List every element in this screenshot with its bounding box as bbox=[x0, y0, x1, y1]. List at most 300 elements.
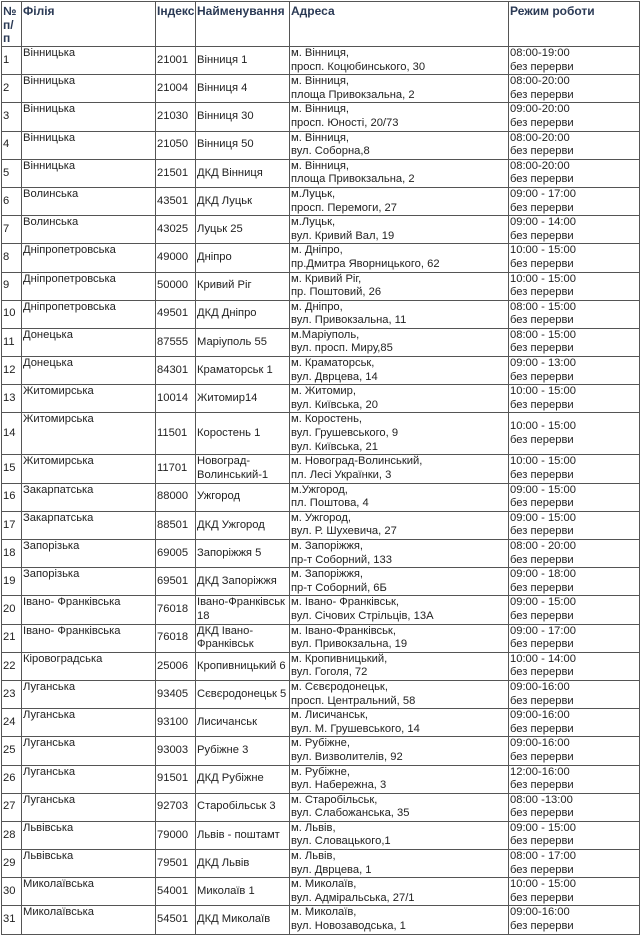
row-name: Запоріжжя 5 bbox=[196, 540, 290, 568]
row-name: Луцьк 25 bbox=[196, 216, 290, 244]
row-index: 76018 bbox=[156, 596, 196, 624]
row-num: 24 bbox=[2, 709, 22, 737]
table-row bbox=[2, 103, 640, 131]
row-branch: Закарпатська bbox=[22, 483, 156, 511]
row-address bbox=[290, 737, 509, 765]
row-address-line: м. Лисичанськ, bbox=[291, 709, 368, 722]
row-hours-line: без перерви bbox=[510, 750, 574, 763]
row-index: 54001 bbox=[156, 878, 196, 906]
row-hours-line: без перерви bbox=[510, 807, 574, 820]
row-hours-line: без перерви bbox=[510, 173, 574, 186]
row-index: 21501 bbox=[156, 159, 196, 187]
row-address-line: м. Миколаїв, bbox=[291, 878, 357, 891]
row-hours-line: 08:00 -13:00 bbox=[510, 793, 573, 806]
row-index: 92703 bbox=[156, 793, 196, 821]
row-address-line: вул. Київська, 20 bbox=[291, 398, 378, 411]
header-row bbox=[2, 2, 640, 47]
table-row bbox=[2, 75, 640, 103]
row-address-line: пл. Поштова, 4 bbox=[291, 497, 369, 510]
row-hours bbox=[509, 652, 640, 680]
row-address-line: вул. просп. Миру,85 bbox=[291, 342, 393, 355]
table-row bbox=[2, 385, 640, 413]
row-hours-line: без перерви bbox=[510, 638, 574, 651]
row-address-line: вул. Соборна,8 bbox=[291, 145, 370, 158]
row-address bbox=[290, 272, 509, 300]
row-address-line: вул. Кривий Вал, 19 bbox=[291, 229, 395, 242]
row-branch: Закарпатська bbox=[22, 511, 156, 539]
row-hours-line: 08:00-20:00 bbox=[510, 75, 570, 88]
row-address-line: м. Рубіжне, bbox=[291, 737, 350, 750]
row-hours-line: без перерви bbox=[510, 342, 574, 355]
row-num: 13 bbox=[2, 385, 22, 413]
row-address-line: м.Луцьк, bbox=[291, 187, 336, 200]
row-num: 25 bbox=[2, 737, 22, 765]
row-address-line: м.Луцьк, bbox=[291, 216, 336, 229]
table-row bbox=[2, 511, 640, 539]
row-num: 22 bbox=[2, 652, 22, 680]
table-row bbox=[2, 568, 640, 596]
row-num: 7 bbox=[2, 216, 22, 244]
row-branch: Дніпропетровська bbox=[22, 272, 156, 300]
row-hours-line: без перерви bbox=[510, 116, 574, 129]
row-address-line: пр-т Соборний, 6Б bbox=[291, 581, 387, 594]
row-num: 29 bbox=[2, 850, 22, 878]
row-hours bbox=[509, 680, 640, 708]
row-hours-line: без перерви bbox=[510, 314, 574, 327]
row-index: 84301 bbox=[156, 357, 196, 385]
row-hours-line: 08:00 - 17:00 bbox=[510, 850, 576, 863]
header-branch: Філія bbox=[22, 2, 156, 47]
row-branch: Луганська bbox=[22, 737, 156, 765]
table-row bbox=[2, 821, 640, 849]
row-address-line: м. Миколаїв, bbox=[291, 906, 357, 919]
row-name: ДКД Луцьк bbox=[196, 187, 290, 215]
row-address-line: вул. Набережна, 3 bbox=[291, 779, 387, 792]
row-num: 4 bbox=[2, 131, 22, 159]
row-hours-line: 10:00 - 15:00 bbox=[510, 272, 576, 285]
row-hours-line: 09:00-16:00 bbox=[510, 906, 570, 919]
row-address bbox=[290, 244, 509, 272]
row-address bbox=[290, 709, 509, 737]
row-branch: Житомирська bbox=[22, 385, 156, 413]
row-hours bbox=[509, 216, 640, 244]
row-hours-line: 09:00-20:00 bbox=[510, 103, 570, 116]
row-branch: Луганська bbox=[22, 793, 156, 821]
row-address-line: площа Привокзальна, 2 bbox=[291, 88, 415, 101]
row-index: 21001 bbox=[156, 47, 196, 75]
row-hours bbox=[509, 413, 640, 455]
row-hours bbox=[509, 765, 640, 793]
row-address bbox=[290, 906, 509, 934]
row-address-line: м. Кривий Ріг, bbox=[291, 272, 362, 285]
row-hours-line: без перерви bbox=[510, 433, 574, 446]
row-hours-line: без перерви bbox=[510, 398, 574, 411]
row-address bbox=[290, 878, 509, 906]
row-address-line: м. Запоріжжя, bbox=[291, 568, 364, 581]
row-hours bbox=[509, 850, 640, 878]
row-hours-line: 10:00 - 15:00 bbox=[510, 420, 576, 433]
row-name: Кропивницький 6 bbox=[196, 652, 290, 680]
row-address bbox=[290, 596, 509, 624]
row-address bbox=[290, 568, 509, 596]
row-hours-line: 08:00-20:00 bbox=[510, 131, 570, 144]
row-branch: Житомирська bbox=[22, 413, 156, 455]
row-name: Вінниця 4 bbox=[196, 75, 290, 103]
row-hours-line: без перерви bbox=[510, 201, 574, 214]
row-index: 88000 bbox=[156, 483, 196, 511]
row-address bbox=[290, 680, 509, 708]
row-address-line: м. Кропивницький, bbox=[291, 652, 388, 665]
row-address-line: просп. Перемоги, 27 bbox=[291, 201, 397, 214]
row-hours bbox=[509, 821, 640, 849]
row-hours-line: без перерви bbox=[510, 722, 574, 735]
row-address-line: вул. М. Грушевського, 14 bbox=[291, 722, 420, 735]
row-hours-line: 08:00 - 20:00 bbox=[510, 540, 576, 552]
row-hours-line: без перерви bbox=[510, 145, 574, 158]
row-address bbox=[290, 131, 509, 159]
row-address-line: м. Старобільськ, bbox=[291, 793, 378, 806]
row-index: 79000 bbox=[156, 821, 196, 849]
row-branch: Донецька bbox=[22, 357, 156, 385]
row-hours bbox=[509, 709, 640, 737]
row-address bbox=[290, 357, 509, 385]
row-address bbox=[290, 47, 509, 75]
row-index: 21050 bbox=[156, 131, 196, 159]
row-address bbox=[290, 511, 509, 539]
row-address bbox=[290, 483, 509, 511]
table-row bbox=[2, 680, 640, 708]
row-num: 3 bbox=[2, 103, 22, 131]
row-address-line: вул. Січових Стрільців, 13А bbox=[291, 609, 434, 622]
row-name: ДКД Вінниця bbox=[196, 159, 290, 187]
row-hours-line: 08:00 - 15:00 bbox=[510, 300, 576, 313]
row-address-line: м. Вінниця, bbox=[291, 103, 350, 116]
row-name: ДКД Дніпро bbox=[196, 300, 290, 328]
row-num: 12 bbox=[2, 357, 22, 385]
row-address bbox=[290, 300, 509, 328]
row-address-line: м. Івано-Франківськ, bbox=[291, 624, 396, 637]
row-index: 43501 bbox=[156, 187, 196, 215]
row-hours-line: 10:00 - 14:00 bbox=[510, 652, 576, 665]
row-address-line: м. Вінниця, bbox=[291, 47, 350, 59]
row-branch: Дніпропетровська bbox=[22, 244, 156, 272]
row-name: Лисичанськ bbox=[196, 709, 290, 737]
row-branch: Дніпропетровська bbox=[22, 300, 156, 328]
table-row bbox=[2, 455, 640, 483]
row-hours bbox=[509, 878, 640, 906]
row-hours bbox=[509, 159, 640, 187]
row-hours-line: без перерви bbox=[510, 666, 574, 679]
row-name: Івано-Франківськ 18 bbox=[196, 596, 290, 624]
row-hours-line: 08:00-20:00 bbox=[510, 159, 570, 172]
row-address-line: м. Рубіжне, bbox=[291, 765, 350, 778]
row-name: Рубіжне 3 bbox=[196, 737, 290, 765]
row-index: 21004 bbox=[156, 75, 196, 103]
row-hours bbox=[509, 483, 640, 511]
row-num: 2 bbox=[2, 75, 22, 103]
table-row bbox=[2, 709, 640, 737]
row-hours-line: 09:00-16:00 bbox=[510, 737, 570, 750]
row-address-line: м.Маріуполь, bbox=[291, 328, 360, 341]
row-hours-line: 09:00 - 17:00 bbox=[510, 624, 576, 637]
row-address bbox=[290, 624, 509, 652]
row-address-line: вул. Привокзальна, 11 bbox=[291, 314, 407, 327]
row-hours bbox=[509, 385, 640, 413]
row-address-line: пр-т Соборний, 133 bbox=[291, 553, 392, 566]
row-index: 87555 bbox=[156, 328, 196, 356]
row-name: Вінниця 1 bbox=[196, 47, 290, 75]
row-index: 25006 bbox=[156, 652, 196, 680]
row-num: 11 bbox=[2, 328, 22, 356]
row-hours bbox=[509, 131, 640, 159]
row-num: 16 bbox=[2, 483, 22, 511]
row-branch: Львівська bbox=[22, 850, 156, 878]
table-row bbox=[2, 765, 640, 793]
table-row bbox=[2, 850, 640, 878]
row-address-line: вул. Грушевського, 9 bbox=[291, 427, 399, 440]
row-address-line: вул. Визволителів, 92 bbox=[291, 750, 403, 763]
row-hours-line: без перерви bbox=[510, 257, 574, 270]
row-name: ДКД Івано-Франківськ bbox=[196, 624, 290, 652]
row-name: Житомир14 bbox=[196, 385, 290, 413]
row-hours-line: без перерви bbox=[510, 863, 574, 876]
row-index: 93100 bbox=[156, 709, 196, 737]
row-branch: Луганська bbox=[22, 680, 156, 708]
row-address-line: вул. Дврцева, 1 bbox=[291, 863, 372, 876]
row-address bbox=[290, 216, 509, 244]
row-hours-line: 09:00 - 13:00 bbox=[510, 357, 576, 370]
row-name: ДКД Запоріжжя bbox=[196, 568, 290, 596]
row-address-line: м. Запоріжжя, bbox=[291, 540, 364, 552]
row-num: 30 bbox=[2, 878, 22, 906]
row-hours-line: 10:00 - 15:00 bbox=[510, 455, 576, 468]
row-hours-line: 08:00-19:00 bbox=[510, 47, 570, 59]
row-branch: Запорізька bbox=[22, 540, 156, 568]
row-address bbox=[290, 765, 509, 793]
row-name: Дніпро bbox=[196, 244, 290, 272]
header-index: Індекс bbox=[156, 2, 196, 47]
row-num: 26 bbox=[2, 765, 22, 793]
table-row bbox=[2, 244, 640, 272]
row-branch: Івано- Франківська bbox=[22, 596, 156, 624]
table-row bbox=[2, 216, 640, 244]
row-name: Сєвєродонецьк 5 bbox=[196, 680, 290, 708]
row-hours bbox=[509, 272, 640, 300]
row-name: Коростень 1 bbox=[196, 413, 290, 455]
row-branch: Луганська bbox=[22, 765, 156, 793]
row-hours bbox=[509, 596, 640, 624]
table-row bbox=[2, 596, 640, 624]
table-row bbox=[2, 793, 640, 821]
row-hours-line: 08:00 - 15:00 bbox=[510, 328, 576, 341]
row-address bbox=[290, 821, 509, 849]
table-row bbox=[2, 187, 640, 215]
row-branch: Вінницька bbox=[22, 75, 156, 103]
table-body bbox=[2, 47, 640, 935]
row-name: Вінниця 50 bbox=[196, 131, 290, 159]
row-num: 27 bbox=[2, 793, 22, 821]
row-branch: Донецька bbox=[22, 328, 156, 356]
row-address bbox=[290, 540, 509, 568]
header-hours: Режим роботи bbox=[509, 2, 640, 47]
row-branch: Вінницька bbox=[22, 131, 156, 159]
row-hours-line: 09:00-16:00 bbox=[510, 680, 570, 693]
row-name: Вінниця 30 bbox=[196, 103, 290, 131]
row-hours-line: без перерви bbox=[510, 581, 574, 594]
row-index: 69005 bbox=[156, 540, 196, 568]
row-hours-line: без перерви bbox=[510, 609, 574, 622]
row-hours-line: без перерви bbox=[510, 835, 574, 848]
row-hours-line: 09:00 - 18:00 bbox=[510, 568, 576, 581]
row-branch: Волинська bbox=[22, 216, 156, 244]
table-row bbox=[2, 624, 640, 652]
table-row bbox=[2, 159, 640, 187]
row-branch: Волинська bbox=[22, 187, 156, 215]
row-num: 20 bbox=[2, 596, 22, 624]
row-address-line: м. Вінниця, bbox=[291, 159, 350, 172]
row-hours bbox=[509, 793, 640, 821]
row-hours-line: без перерви bbox=[510, 469, 574, 482]
table-row bbox=[2, 878, 640, 906]
row-hours-line: без перерви bbox=[510, 694, 574, 707]
row-num: 31 bbox=[2, 906, 22, 934]
row-branch: Житомирська bbox=[22, 455, 156, 483]
row-num: 15 bbox=[2, 455, 22, 483]
row-address-line: м. Сєвєродонецьк, bbox=[291, 680, 388, 693]
row-address bbox=[290, 793, 509, 821]
row-hours-line: 09:00 - 15:00 bbox=[510, 511, 576, 524]
row-num: 1 bbox=[2, 47, 22, 75]
row-hours bbox=[509, 75, 640, 103]
row-branch: Луганська bbox=[22, 709, 156, 737]
row-num: 17 bbox=[2, 511, 22, 539]
row-num: 14 bbox=[2, 413, 22, 455]
row-address-line: вул. Р. Шухевича, 27 bbox=[291, 525, 397, 538]
row-index: 49501 bbox=[156, 300, 196, 328]
table-row bbox=[2, 483, 640, 511]
row-address bbox=[290, 652, 509, 680]
header-address: Адреса bbox=[290, 2, 509, 47]
table-row bbox=[2, 357, 640, 385]
row-hours bbox=[509, 103, 640, 131]
row-name: Новоград-Волинський-1 bbox=[196, 455, 290, 483]
row-address bbox=[290, 187, 509, 215]
row-address bbox=[290, 103, 509, 131]
row-index: 21030 bbox=[156, 103, 196, 131]
row-branch: Вінницька bbox=[22, 47, 156, 75]
row-address-line: просп. Юності, 20/73 bbox=[291, 116, 399, 129]
row-hours-line: без перерви bbox=[510, 88, 574, 101]
row-address-line: м. Львів, bbox=[291, 850, 336, 863]
row-index: 10014 bbox=[156, 385, 196, 413]
row-hours bbox=[509, 455, 640, 483]
row-index: 54501 bbox=[156, 906, 196, 934]
row-hours-line: без перерви bbox=[510, 525, 574, 538]
row-index: 50000 bbox=[156, 272, 196, 300]
row-name: ДКД Ужгород bbox=[196, 511, 290, 539]
row-address-line: м. Вінниця, bbox=[291, 75, 350, 88]
row-branch: Львівська bbox=[22, 821, 156, 849]
table-row bbox=[2, 737, 640, 765]
row-num: 19 bbox=[2, 568, 22, 596]
row-hours bbox=[509, 300, 640, 328]
row-address-line: м. Краматорськ, bbox=[291, 357, 375, 370]
row-hours-line: без перерви bbox=[510, 370, 574, 383]
row-address bbox=[290, 159, 509, 187]
row-hours bbox=[509, 568, 640, 596]
row-num: 5 bbox=[2, 159, 22, 187]
row-index: 11501 bbox=[156, 413, 196, 455]
row-name: Маріуполь 55 bbox=[196, 328, 290, 356]
row-hours bbox=[509, 624, 640, 652]
row-hours-line: без перерви bbox=[510, 497, 574, 510]
row-index: 69501 bbox=[156, 568, 196, 596]
row-name: Львів - поштамт bbox=[196, 821, 290, 849]
row-hours-line: 09:00 - 15:00 bbox=[510, 596, 576, 609]
row-address bbox=[290, 328, 509, 356]
row-hours-line: 09:00 - 15:00 bbox=[510, 821, 576, 834]
row-branch: Миколаївська bbox=[22, 878, 156, 906]
row-hours-line: 10:00 - 15:00 bbox=[510, 244, 576, 257]
row-address-line: просп. Центральний, 58 bbox=[291, 694, 416, 707]
table-row bbox=[2, 300, 640, 328]
row-address-line: вул. Київська, 21 bbox=[291, 440, 378, 453]
row-address bbox=[290, 75, 509, 103]
row-address-line: площа Привокзальна, 2 bbox=[291, 173, 415, 186]
row-address-line: м. Вінниця, bbox=[291, 131, 350, 144]
row-hours-line: без перерви bbox=[510, 891, 574, 904]
row-num: 18 bbox=[2, 540, 22, 568]
row-name: ДКД Миколаїв bbox=[196, 906, 290, 934]
row-address-line: вул. Новозаводська, 1 bbox=[291, 920, 406, 933]
row-hours-line: 09:00 - 15:00 bbox=[510, 483, 576, 496]
row-hours bbox=[509, 328, 640, 356]
table-row bbox=[2, 413, 640, 455]
row-name: ДКД Львів bbox=[196, 850, 290, 878]
row-address-line: вул. Слабожанська, 35 bbox=[291, 807, 410, 820]
row-hours-line: 09:00 - 14:00 bbox=[510, 216, 576, 229]
row-index: 93003 bbox=[156, 737, 196, 765]
row-address-line: м. Житомир, bbox=[291, 385, 356, 398]
row-num: 28 bbox=[2, 821, 22, 849]
row-index: 76018 bbox=[156, 624, 196, 652]
row-hours-line: 10:00 - 15:00 bbox=[510, 385, 576, 398]
row-hours-line: 10:00 - 15:00 bbox=[510, 878, 576, 891]
table-row bbox=[2, 328, 640, 356]
row-address-line: вул. Дврцева, 14 bbox=[291, 370, 378, 383]
row-address-line: вул. Словацького,1 bbox=[291, 835, 391, 848]
row-num: 9 bbox=[2, 272, 22, 300]
row-address-line: м. Дніпро, bbox=[291, 244, 343, 257]
row-name: Ужгород bbox=[196, 483, 290, 511]
row-address-line: пл. Лесі Українки, 3 bbox=[291, 469, 392, 482]
row-index: 79501 bbox=[156, 850, 196, 878]
table-row bbox=[2, 906, 640, 934]
row-hours bbox=[509, 47, 640, 75]
table-row bbox=[2, 652, 640, 680]
header-name: Найменування bbox=[196, 2, 290, 47]
row-address-line: м. Дніпро, bbox=[291, 300, 343, 313]
row-hours-line: без перерви bbox=[510, 779, 574, 792]
row-hours-line: без перерви bbox=[510, 60, 574, 73]
row-address-line: пр. Поштовий, 26 bbox=[291, 286, 382, 299]
row-hours bbox=[509, 357, 640, 385]
row-address bbox=[290, 850, 509, 878]
row-address-line: вул. Привокзальна, 19 bbox=[291, 638, 408, 651]
row-index: 88501 bbox=[156, 511, 196, 539]
branches-table bbox=[1, 1, 640, 935]
row-address-line: м. Івано- Франківськ, bbox=[291, 596, 400, 609]
